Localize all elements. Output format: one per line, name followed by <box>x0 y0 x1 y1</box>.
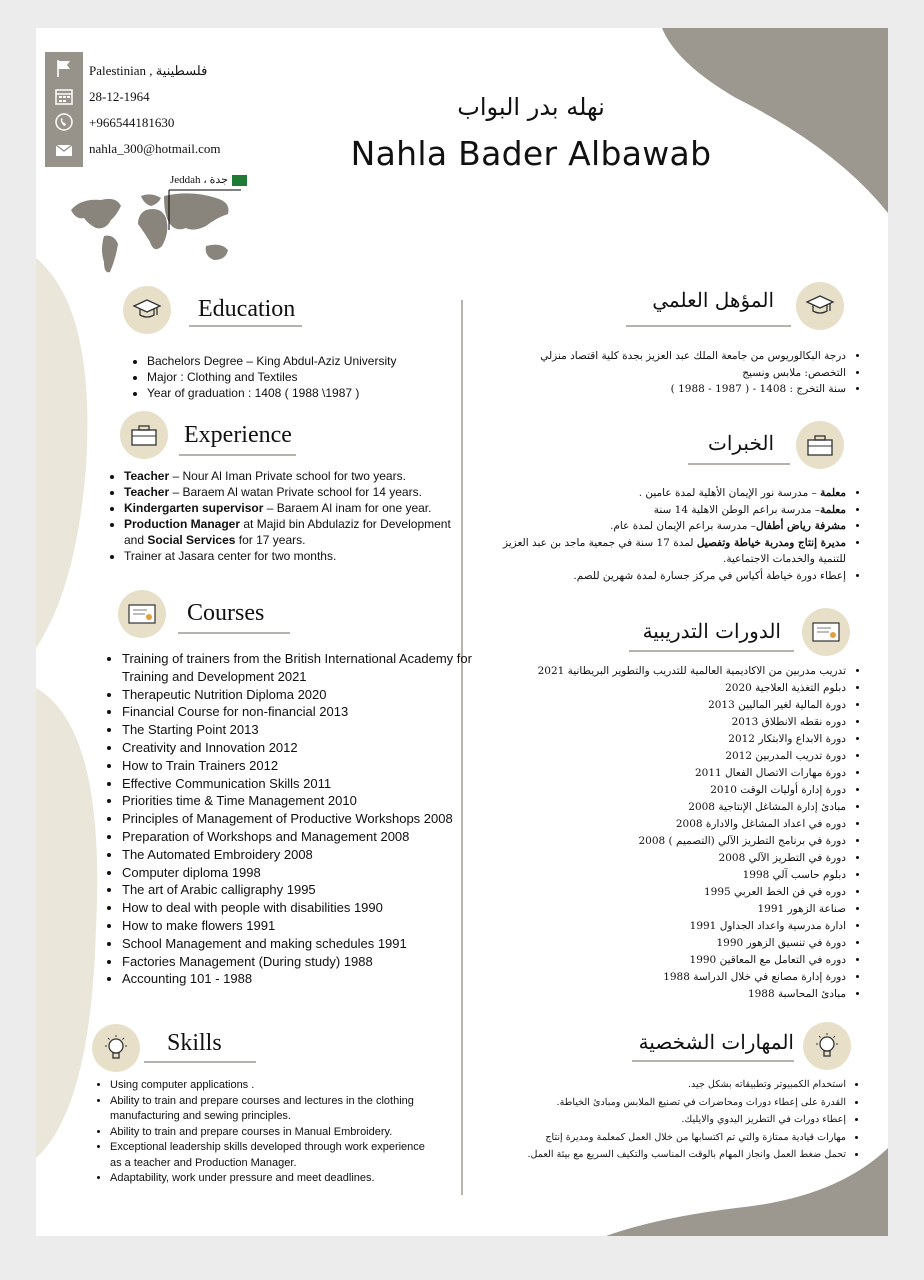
experience-title-en: Experience <box>184 422 292 448</box>
lightbulb-icon <box>102 1034 130 1062</box>
education-list-en <box>127 353 467 401</box>
skills-icon-circle <box>92 1024 140 1072</box>
education-title-en: Education <box>198 296 296 322</box>
list-item: • استخدام الكمبيوتر وتطبيقاته بشكل جيد. <box>476 1076 846 1094</box>
list-item: • Teacher – Baraem Al watan Private school for 14 years. <box>124 484 464 500</box>
courses-title-en: Courses <box>187 600 265 626</box>
name-arabic: نهله بدر البواب <box>457 93 605 121</box>
list-item: • Training of trainers from the British International Academy for Training and Development 2021 <box>122 650 477 686</box>
skills-title-en: Skills <box>167 1030 222 1056</box>
list-item: • Year of graduation : 1408 ( 1988 \1987 ) <box>147 385 467 401</box>
saudi-flag-icon <box>232 175 247 186</box>
phone-text: +966544181630 <box>89 115 175 130</box>
flag-icon <box>54 58 74 78</box>
courses-underline-en <box>178 632 290 634</box>
briefcase-icon <box>129 422 159 448</box>
courses-title-ar: الدورات التدريبية <box>642 619 781 643</box>
courses-underline-ar <box>629 650 794 652</box>
skills-ar-icon-circle <box>803 1022 851 1070</box>
list-item: • دوره نقطه الانطلاق 2013 <box>486 714 846 731</box>
briefcase-icon <box>805 432 835 458</box>
list-item: • درجة البكالوريوس من جامعة الملك عبد العزيز بجدة كلية اقتصاد منزلي <box>486 348 846 365</box>
list-item: • سنة التخرج : 1408 - ( 1987 - 1988 ) <box>486 381 846 398</box>
list-item: • Financial Course for non-financial 2013 <box>122 703 477 721</box>
list-item: • Kindergarten supervisor – Baraem Al inam for one year. <box>124 500 464 516</box>
list-item: • دورة مهارات الاتصال الفعال 2011 <box>486 765 846 782</box>
list-item: • القدرة على إعطاء دورات ومحاضرات في تصنيع الملابس ومبادئ الخياطة. <box>476 1094 846 1112</box>
nationality-text: Palestinian , فلسطينية <box>89 63 208 78</box>
world-map-icon <box>66 188 241 278</box>
lightbulb-icon <box>813 1032 841 1060</box>
list-item: • Preparation of Workshops and Management 2008 <box>122 828 477 846</box>
resume-page <box>36 28 888 1236</box>
list-item: • مشرفة رياض أطفال– مدرسة براعم الإيمان لمدة عام. <box>486 518 846 535</box>
list-item: • دوره في اعداد المشاغل والادارة 2008 <box>486 816 846 833</box>
list-item: • How to deal with people with disabilities 1990 <box>122 899 477 917</box>
list-item: • دورة في التطريز الآلي 2008 <box>486 850 846 867</box>
list-item: • The Automated Embroidery 2008 <box>122 846 477 864</box>
city-label: Jeddah ، جدة <box>170 173 247 186</box>
phone-icon <box>54 112 74 132</box>
list-item: • دورة إدارة أوليات الوقت 2010 <box>486 782 846 799</box>
list-item: • معلمة – مدرسة نور الإيمان الأهلية لمدة عامين . <box>486 485 846 502</box>
list-item: • Ability to train and prepare courses and lectures in the clothing manufacturing and sewing principles. <box>110 1094 430 1125</box>
list-item: • Accounting 101 - 1988 <box>122 970 477 988</box>
education-underline-en <box>189 325 302 327</box>
dob-text: 28-12-1964 <box>89 89 150 104</box>
list-item: • دوره في فن الخط العربي 1995 <box>486 884 846 901</box>
list-item: • دوره في التعامل مع المعاقين 1990 <box>486 952 846 969</box>
list-item: • تحمل ضغط العمل وانجاز المهام بالوقت المناسب والتكيف السريع مع بيئة العمل. <box>476 1146 846 1164</box>
experience-title-ar: الخبرات <box>707 431 774 455</box>
education-title-ar: المؤهل العلمي <box>652 288 774 312</box>
contact-icon-bar <box>45 52 83 167</box>
list-item: • التخصص: ملابس ونسيج <box>486 365 846 382</box>
list-item: • Adaptability, work under pressure and meet deadlines. <box>110 1171 430 1187</box>
list-item: • معلمة– مدرسة براعم الوطن الاهلية 14 سنة <box>486 502 846 519</box>
list-item: • Trainer at Jasara center for two months. <box>124 548 464 564</box>
courses-list-ar <box>486 663 864 1003</box>
list-item: • Teacher – Nour Al Iman Private school for two years. <box>124 468 464 484</box>
skills-list-ar <box>476 1076 864 1164</box>
list-item: • مبادئ المحاسبة 1988 <box>486 986 846 1003</box>
list-item: • Using computer applications . <box>110 1078 430 1094</box>
list-item: • How to make flowers 1991 <box>122 917 477 935</box>
education-list-ar <box>486 348 864 398</box>
list-item: • Production Manager at Majid bin Abdulaziz for Development and Social Services for 17 years. <box>124 516 464 548</box>
list-item: • إعطاء دورة خياطة أكياس في مركز جسارة لمدة شهرين للصم. <box>486 568 846 585</box>
mail-icon <box>54 140 74 160</box>
list-item: • Therapeutic Nutrition Diploma 2020 <box>122 686 477 704</box>
education-ar-icon-circle <box>796 282 844 330</box>
courses-list-en <box>102 650 477 988</box>
skills-underline-en <box>144 1061 256 1063</box>
graduation-cap-icon <box>132 298 162 322</box>
calendar-icon <box>54 86 74 106</box>
list-item: • Ability to train and prepare courses in Manual Embroidery. <box>110 1125 430 1141</box>
list-item: • Major : Clothing and Textiles <box>147 369 467 385</box>
email-text: nahla_300@hotmail.com <box>89 141 221 156</box>
courses-icon-circle <box>118 590 166 638</box>
experience-list-en <box>104 468 464 564</box>
graduation-cap-icon <box>805 294 835 318</box>
list-item: • إعطاء دورات في التطريز اليدوي والايليك. <box>476 1111 846 1129</box>
list-item: • Bachelors Degree – King Abdul-Aziz University <box>147 353 467 369</box>
list-item: • Creativity and Innovation 2012 <box>122 739 477 757</box>
skills-title-ar: المهارات الشخصية <box>638 1030 794 1054</box>
courses-ar-icon-circle <box>802 608 850 656</box>
list-item: • مبادئ إدارة المشاغل الإنتاجية 2008 <box>486 799 846 816</box>
list-item: • دورة المالية لغير الماليين 2013 <box>486 697 846 714</box>
list-item: • تدريب مدربين من الاكاديمية العالمية للتدريب والتطوير البريطانية 2021 <box>486 663 846 680</box>
education-underline-ar <box>626 325 791 327</box>
list-item: • School Management and making schedules 1991 <box>122 935 477 953</box>
list-item: • صناعة الزهور 1991 <box>486 901 846 918</box>
list-item: • دورة إدارة مصانع في خلال الدراسة 1988 <box>486 969 846 986</box>
experience-underline-en <box>179 454 296 456</box>
list-item: • The art of Arabic calligraphy 1995 <box>122 881 477 899</box>
certificate-icon <box>811 620 841 644</box>
experience-underline-ar <box>688 463 790 465</box>
list-item: • دبلوم حاسب آلي 1998 <box>486 867 846 884</box>
skills-list-en <box>90 1078 430 1187</box>
list-item: • Computer diploma 1998 <box>122 864 477 882</box>
education-icon-circle <box>123 286 171 334</box>
list-item: • Factories Management (During study) 1988 <box>122 953 477 971</box>
experience-list-ar <box>486 485 864 584</box>
list-item: • How to Train Trainers 2012 <box>122 757 477 775</box>
list-item: • دورة في برنامج التطريز الآلي (التصميم ) 2008 <box>486 833 846 850</box>
list-item: • Priorities time & Time Management 2010 <box>122 792 477 810</box>
list-item: • مهارات قيادية ممتازة والتي تم اكتسابها من خلال العمل كمعلمة ومديرة إنتاج <box>476 1129 846 1147</box>
certificate-icon <box>127 602 157 626</box>
list-item: • The Starting Point 2013 <box>122 721 477 739</box>
list-item: • Effective Communication Skills 2011 <box>122 775 477 793</box>
experience-icon-circle <box>120 411 168 459</box>
list-item: • ادارة مدرسية واعداد الجداول 1991 <box>486 918 846 935</box>
list-item: • Exceptional leadership skills developed through work experience as a teacher and Production Manager. <box>110 1140 430 1171</box>
experience-ar-icon-circle <box>796 421 844 469</box>
list-item: • مديرة إنتاج ومدربة خياطة وتفصيل لمدة 17 سنة في جمعية ماجد بن عبد العزيز للتنمية والخدمات الاجتماعية. <box>486 535 846 568</box>
skills-underline-ar <box>632 1060 794 1062</box>
list-item: • دبلوم التغذية العلاجية 2020 <box>486 680 846 697</box>
list-item: • دورة تدريب المدربين 2012 <box>486 748 846 765</box>
name-english: Nahla Bader Albawab <box>350 134 712 173</box>
list-item: • Principles of Management of Productive Workshops 2008 <box>122 810 477 828</box>
list-item: • دورة في تنسيق الزهور 1990 <box>486 935 846 952</box>
list-item: • دورة الابداع والابتكار 2012 <box>486 731 846 748</box>
